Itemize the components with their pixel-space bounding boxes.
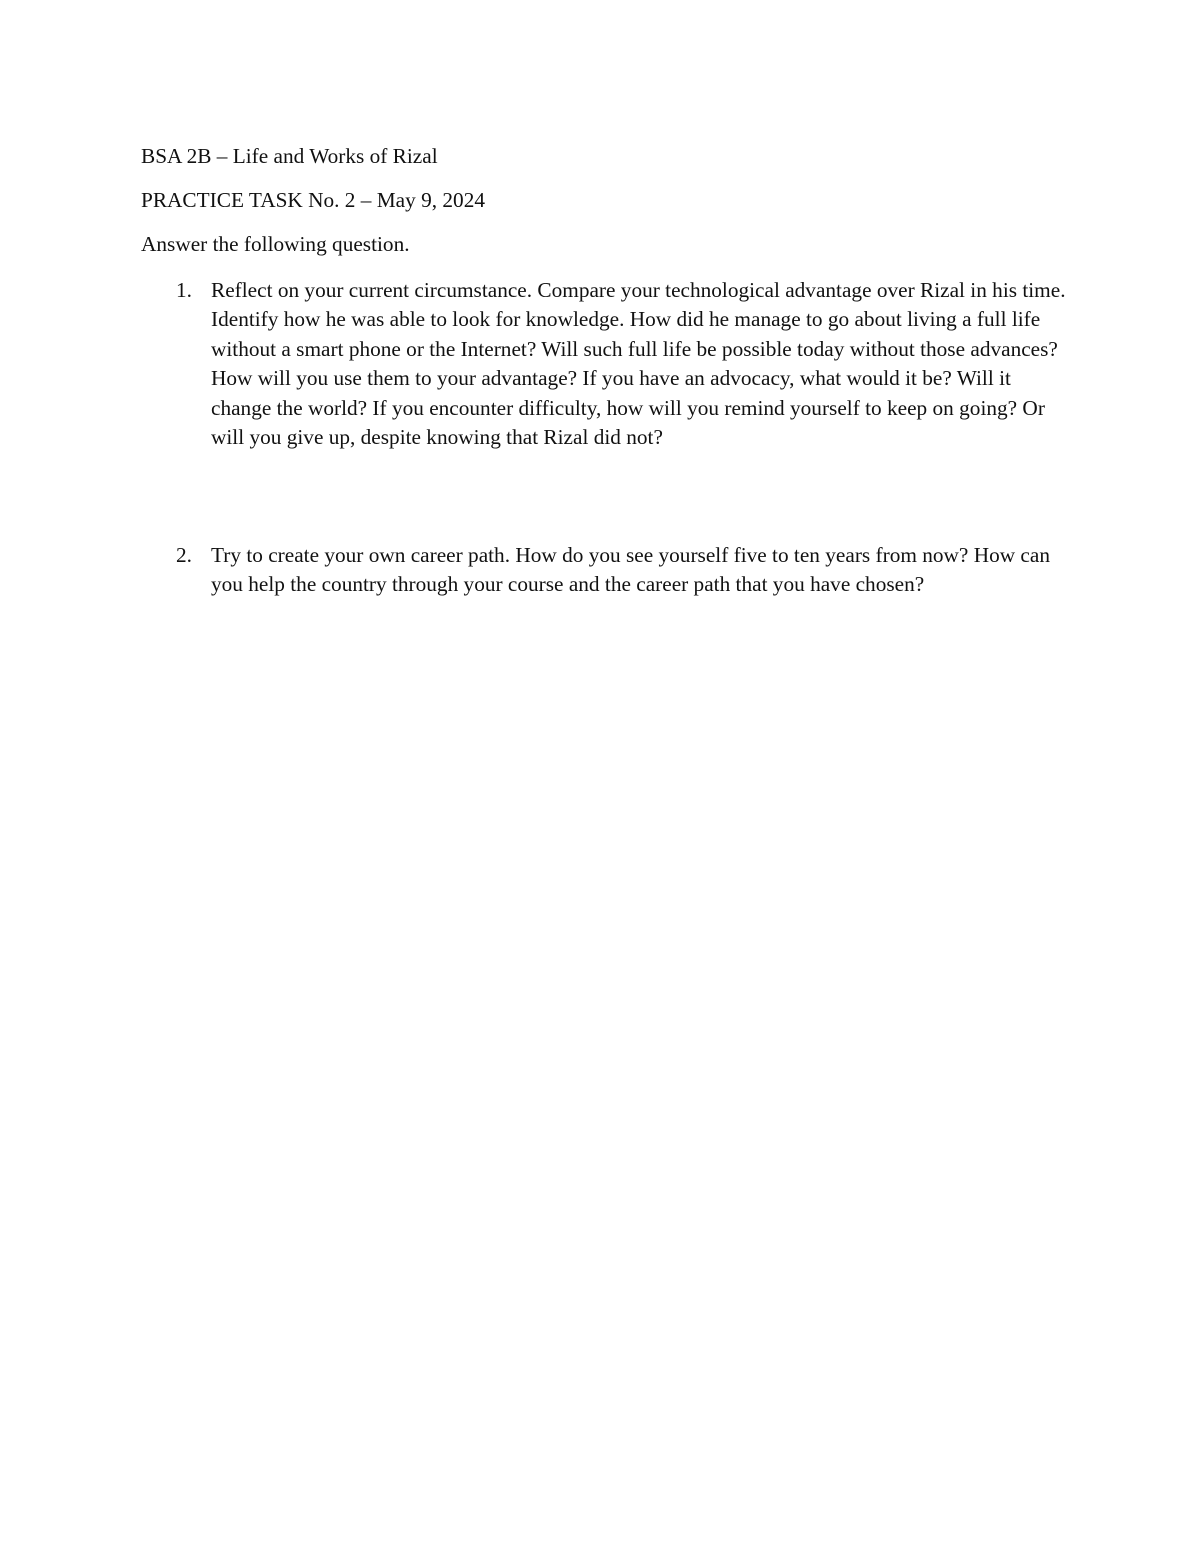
question-text: Try to create your own career path. How do you see yourself five to ten years from now? How can you help the country through your course and the career path that you have chosen?	[211, 543, 1050, 597]
task-heading: PRACTICE TASK No. 2 – May 9, 2024	[141, 188, 485, 212]
question-number: 2.	[176, 543, 192, 567]
course-heading: BSA 2B – Life and Works of Rizal	[141, 144, 438, 168]
instruction-text: Answer the following question.	[141, 232, 410, 256]
question-item-2	[141, 541, 1071, 600]
question-text: Reflect on your current circumstance. Compare your technological advantage over Rizal in his time. Identify how he was able to look for knowledge. How did he manage to go about living a full life without a smart phone or the Internet? Will such full life be possible today without those advances? How will you use them to your advantage? If you have an advocacy, what would it be? Will it change the world? If you encounter difficulty, how will you remind yourself to keep on going? Or will you give up, despite knowing that Rizal did not?	[211, 278, 1066, 450]
question-list-1	[141, 276, 1071, 452]
question-number: 1.	[176, 278, 192, 302]
question-list-2	[141, 541, 1071, 600]
question-item-1	[141, 276, 1071, 452]
